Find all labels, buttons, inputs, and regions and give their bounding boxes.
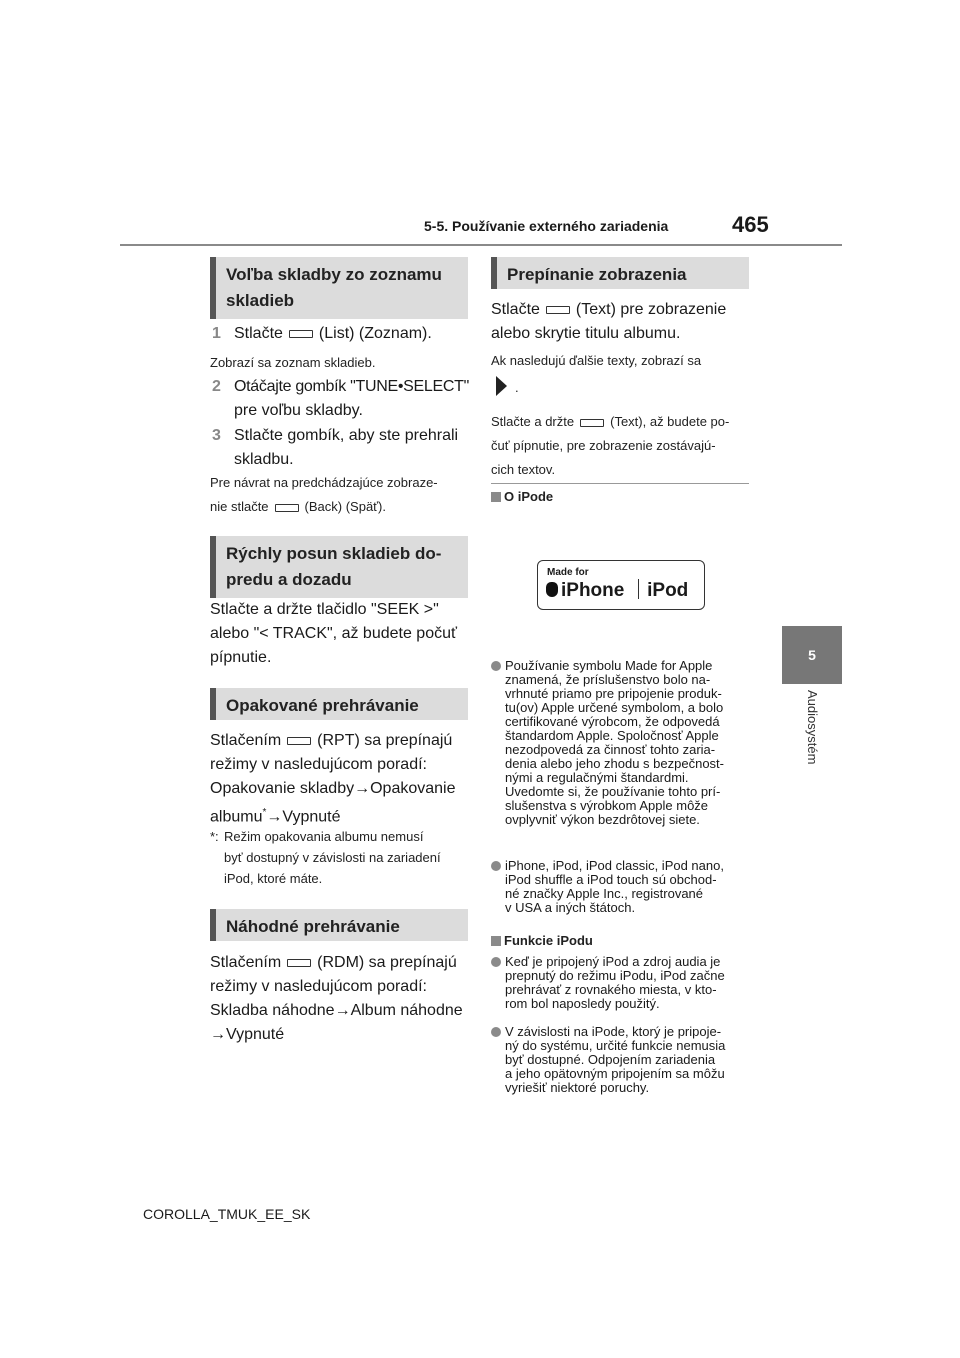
step-text: Stlačte: [234, 325, 283, 342]
bullet-line: vyriešiť niektoré poruchy.: [505, 1080, 650, 1095]
step-text: Stlačte gombík, aby ste prehrali: [234, 427, 459, 444]
text-note-end: .: [515, 380, 519, 395]
text-line: alebo "< TRACK", až budete počuť: [210, 625, 457, 642]
text: Skladba náhodne: [210, 1002, 335, 1019]
divider: [491, 483, 749, 484]
hold-paragraph: [491, 411, 753, 480]
bullet-line: nými a regulačnými štandardmi.: [505, 770, 689, 785]
text: (Text) pre zobrazenie: [575, 301, 727, 318]
text-button-icon: [580, 419, 604, 427]
footnote: [210, 826, 472, 889]
more-text-icon: [496, 376, 507, 396]
subheading-ipod-functions: [491, 930, 593, 951]
bullet-text: [505, 659, 753, 827]
seek-paragraph: [210, 598, 472, 670]
text-note: Ak nasledujú ďalšie texty, zobrazí sa: [491, 353, 702, 368]
bullet-line: né značky Apple Inc., registrované: [505, 886, 704, 901]
bullet-line: ovplyvniť výkon bezdrôtovej siete.: [505, 812, 700, 827]
step-3: [212, 424, 474, 472]
step-number: 2: [212, 378, 221, 395]
step-text: Otáčajte gombík "TUNE•SELECT": [234, 378, 470, 395]
text: (RPT) sa prepínajú: [317, 732, 453, 749]
step-2: [212, 375, 474, 423]
step-text: pre voľbu skladby.: [234, 402, 363, 419]
footnote-mark: *:: [210, 829, 219, 844]
bullet-line: Uvedomte si, že používanie tohto prí-: [505, 784, 721, 799]
square-bullet-icon: [491, 492, 501, 502]
arrow-icon: →: [210, 1026, 226, 1043]
apple-icon: [546, 582, 558, 597]
text-line: čuť pípnutie, pre zobrazenie zostávajú-: [491, 438, 716, 453]
step-text: skladbu.: [234, 451, 294, 468]
note-line: nie stlačte: [210, 499, 269, 514]
text-line: Stlačte a držte tlačidlo "SEEK >": [210, 601, 439, 618]
logo-made-for: Made for: [547, 567, 589, 578]
subheading-ipod: [491, 486, 553, 507]
subheading-text: Funkcie iPodu: [504, 933, 593, 948]
made-for-iphone-ipod-logo: [537, 560, 705, 610]
heading-display-switch: Prepínanie zobrazenia: [491, 257, 749, 289]
bullet-line: vrhnuté priamo pre pripojenie produk-: [505, 686, 722, 701]
bullet-icon: [491, 1027, 501, 1037]
text: Stlačením: [210, 954, 282, 971]
step-1: [212, 322, 472, 346]
bullet-line: a jeho opätovným pripojením sa môžu: [505, 1066, 725, 1081]
chapter-tab: 5: [782, 626, 842, 684]
text: Vypnuté: [226, 1026, 285, 1043]
bullet-line: prehrávať z rovnakého miesta, v kto-: [505, 982, 717, 997]
text-line: režimy v nasledujúcom poradí:: [210, 756, 427, 773]
bullet-line: Keď je pripojený iPod a zdroj audia je: [505, 954, 721, 969]
step-number: 1: [212, 325, 221, 342]
bullet-line: V závislosti na iPode, ktorý je pripoje-: [505, 1024, 722, 1039]
list-button-icon: [289, 330, 313, 338]
subheading-text: O iPode: [504, 489, 554, 504]
footnote-line: Režim opakovania albumu nemusí: [224, 829, 424, 844]
text-paragraph: [491, 298, 753, 346]
footnote-line: byť dostupný v závislosti na zariadení: [224, 850, 441, 865]
text: albumu: [210, 808, 263, 826]
footnote-marker: *: [262, 807, 267, 818]
bullet-line: iPod shuffle a iPod touch sú obchod-: [505, 872, 717, 887]
bullet-text: [505, 955, 753, 1011]
note-line: (Back) (Späť).: [304, 499, 386, 514]
section-title: 5-5. Používanie externého zariadenia: [424, 218, 669, 234]
bullet-line: slušenstva s výrobkom Apple môže: [505, 798, 709, 813]
text: (RDM) sa prepínajú: [317, 954, 457, 971]
step-number: 3: [212, 427, 221, 444]
bullet-icon: [491, 861, 501, 871]
chapter-title: Audiosystém: [805, 690, 820, 765]
bullet-icon: [491, 957, 501, 967]
page-number: 465: [732, 212, 769, 237]
text-line: režimy v nasledujúcom poradí:: [210, 978, 427, 995]
heading-track-select: Voľba skladby zo zoznamu skladieb: [210, 257, 468, 319]
text: Stlačte: [491, 301, 540, 318]
random-paragraph: [210, 951, 472, 1047]
square-bullet-icon: [491, 936, 501, 946]
logo-separator: [638, 579, 640, 599]
arrow-icon: →: [266, 808, 283, 826]
document-code: COROLLA_TMUK_EE_SK: [143, 1206, 311, 1222]
note: [210, 472, 472, 517]
rdm-button-icon: [287, 959, 311, 967]
repeat-paragraph: [210, 729, 472, 829]
bullet-line: denia alebo jeho zhodu s bezpečnost-: [505, 756, 724, 771]
logo-products: [546, 579, 688, 602]
bullet-line: nezodpovedá za činnosť tohto zaria-: [505, 742, 716, 757]
bullet-line: rom bol naposledy použitý.: [505, 996, 660, 1011]
text-line: cich textov.: [491, 462, 556, 477]
step-text: (List) (Zoznam).: [318, 325, 432, 342]
text: Opakovanie: [370, 780, 456, 797]
bullet-text: [505, 1025, 753, 1095]
text-button-icon: [546, 306, 570, 314]
text-line: alebo skrytie titulu albumu.: [491, 325, 681, 342]
bullet-line: Používanie symbolu Made for Apple: [505, 658, 713, 673]
header-rule: [120, 244, 842, 246]
bullet-line: ný do systému, určité funkcie nemusia: [505, 1038, 726, 1053]
text: Stlačte a držte: [491, 414, 575, 429]
text: Opakovanie skladby: [210, 780, 355, 797]
heading-seek: Rýchly posun skladieb do-predu a dozadu: [210, 536, 468, 598]
heading-random: Náhodné prehrávanie: [210, 909, 468, 941]
bullet-line: znamená, že príslušenstvo bolo na-: [505, 672, 711, 687]
text-line: pípnutie.: [210, 649, 272, 666]
bullet-line: certifikované výrobcom, že odpovedá: [505, 714, 720, 729]
arrow-icon: →: [334, 1002, 351, 1019]
heading-repeat: Opakované prehrávanie: [210, 688, 468, 720]
text: Stlačením: [210, 732, 282, 749]
bullet-line: byť dostupné. Odpojením zariadenia: [505, 1052, 716, 1067]
arrow-icon: →: [354, 780, 371, 797]
bullet-line: štandardom Apple. Spoločnosť Apple: [505, 728, 719, 743]
bullet-line: tu(ov) Apple určené symbolom, a bolo: [505, 700, 724, 715]
logo-ipod: iPod: [647, 580, 689, 601]
text: Vypnuté: [282, 808, 341, 826]
rpt-button-icon: [287, 737, 311, 745]
text: (Text), až budete po-: [610, 414, 730, 429]
back-button-icon: [275, 504, 299, 512]
bullet-icon: [491, 661, 501, 671]
logo-iphone: iPhone: [561, 580, 625, 601]
bullet-line: v USA a iných štátoch.: [505, 900, 636, 915]
bullet-text: [505, 859, 753, 915]
bullet-line: prepnutý do režimu iPodu, iPod začne: [505, 968, 725, 983]
footnote-line: iPod, ktoré máte.: [224, 871, 323, 886]
note-line: Pre návrat na predchádzajúce zobraze-: [210, 475, 438, 490]
note: Zobrazí sa zoznam skladieb.: [210, 355, 376, 370]
text: Album náhodne: [350, 1002, 463, 1019]
bullet-line: iPhone, iPod, iPod classic, iPod nano,: [505, 858, 724, 873]
